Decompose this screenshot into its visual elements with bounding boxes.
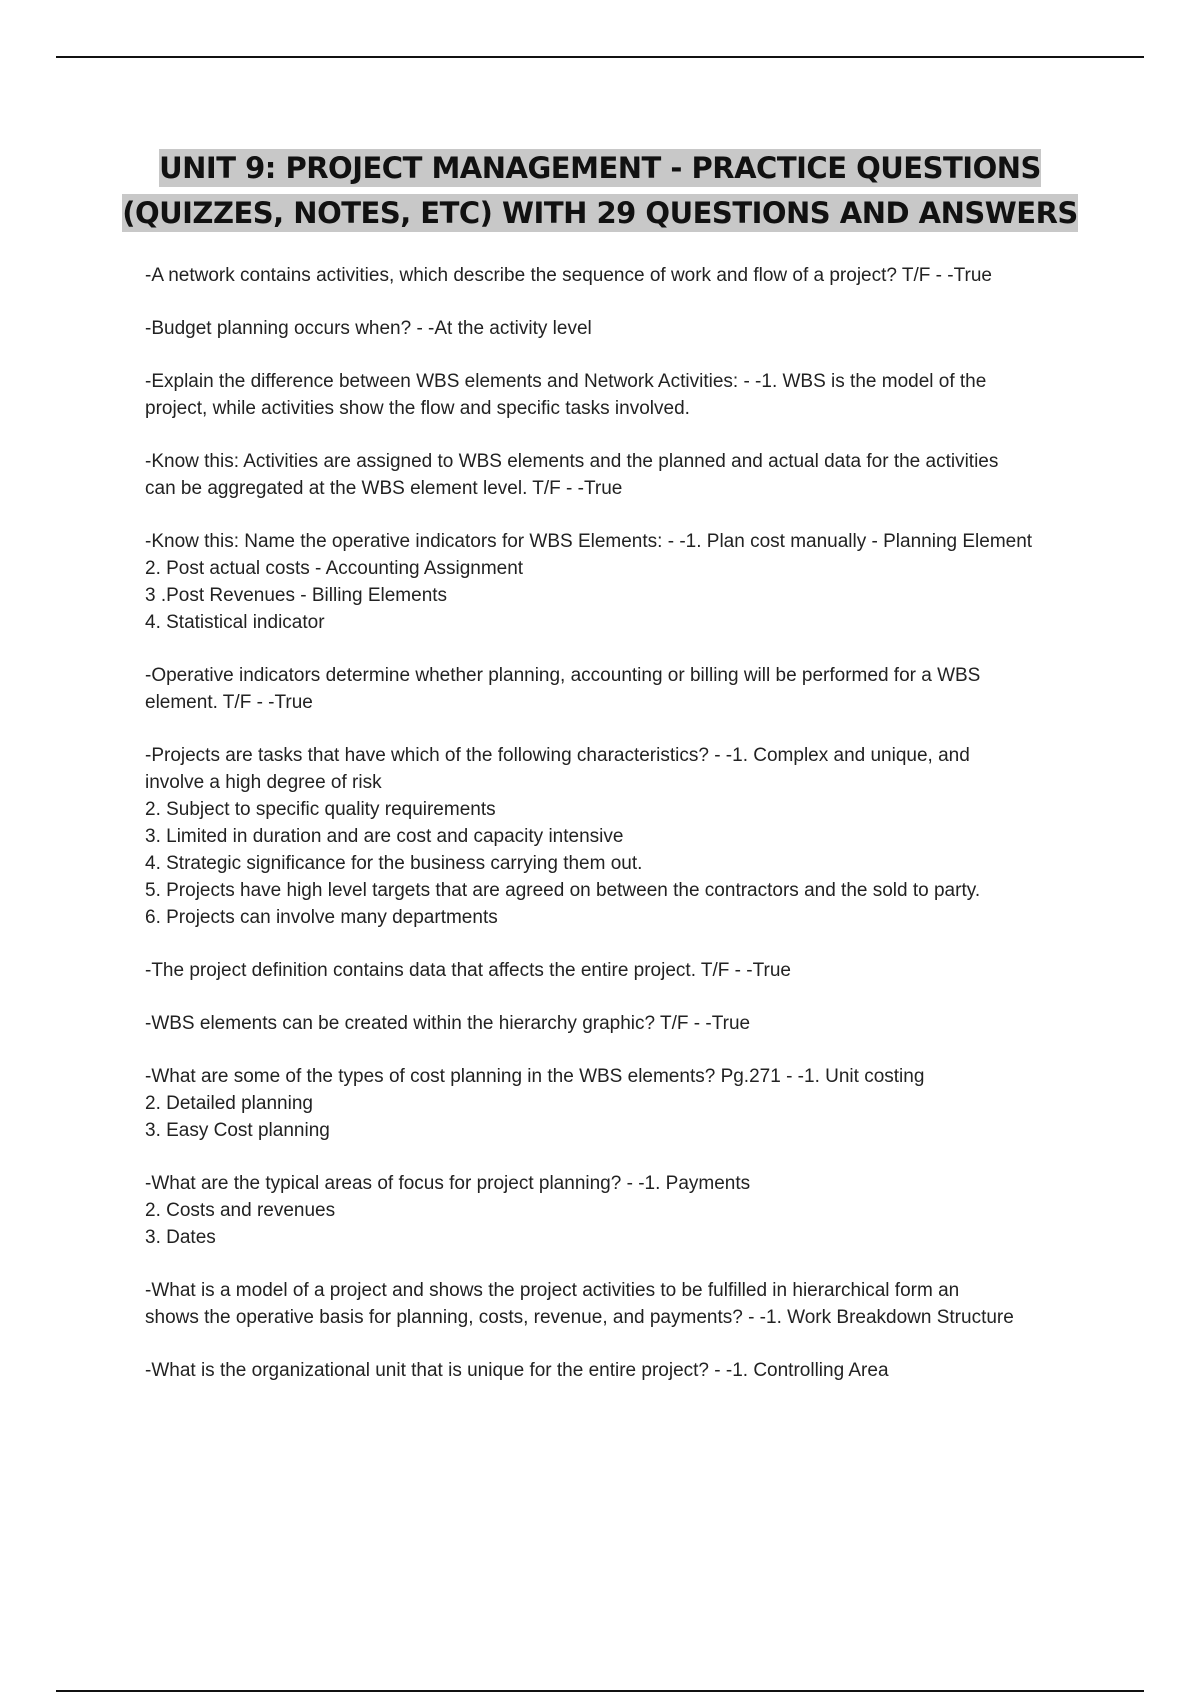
qa-item <box>145 1063 1105 1144</box>
qa-line: 3. Dates <box>145 1227 216 1248</box>
qa-line: element. T/F - -True <box>145 692 313 713</box>
qa-line: -A network contains activities, which describe the sequence of work and flow of a project? T/F - -True <box>145 265 992 286</box>
qa-line: 2. Costs and revenues <box>145 1200 336 1221</box>
qa-line: -WBS elements can be created within the hierarchy graphic? T/F - -True <box>145 1013 751 1034</box>
qa-line: 4. Strategic significance for the business carrying them out. <box>145 853 643 874</box>
qa-line: -Budget planning occurs when? - -At the activity level <box>145 318 592 339</box>
qa-item <box>145 662 1105 716</box>
qa-item <box>145 1170 1105 1251</box>
qa-line: -Projects are tasks that have which of the following characteristics? - -1. Complex and unique, and <box>145 745 970 766</box>
qa-item <box>145 1277 1105 1331</box>
title-line-1: UNIT 9: PROJECT MANAGEMENT - PRACTICE QUESTIONS <box>159 151 1041 185</box>
footer-rule <box>56 1690 1144 1692</box>
qa-line: 2. Subject to specific quality requirements <box>145 799 496 820</box>
qa-line: -The project definition contains data that affects the entire project. T/F - -True <box>145 960 791 981</box>
qa-item <box>145 1357 1105 1384</box>
document-title <box>100 146 1100 236</box>
qa-item <box>145 957 1105 984</box>
qa-line: -What is the organizational unit that is unique for the entire project? - -1. Controlling Area <box>145 1360 889 1381</box>
qa-line: can be aggregated at the WBS element level. T/F - -True <box>145 478 623 499</box>
title-line-2: (QUIZZES, NOTES, ETC) WITH 29 QUESTIONS AND ANSWERS <box>122 196 1078 230</box>
qa-line: 3 .Post Revenues - Billing Elements <box>145 585 448 606</box>
qa-item <box>145 742 1105 931</box>
qa-line: 6. Projects can involve many departments <box>145 907 498 928</box>
qa-line: -Explain the difference between WBS elements and Network Activities: - -1. WBS is the model of the <box>145 371 987 392</box>
question-list <box>145 262 1105 1410</box>
qa-line: -Operative indicators determine whether planning, accounting or billing will be performed for a WBS <box>145 665 981 686</box>
qa-item <box>145 368 1105 422</box>
qa-item <box>145 448 1105 502</box>
header-rule <box>56 56 1144 58</box>
qa-line: -Know this: Activities are assigned to WBS elements and the planned and actual data for the activities <box>145 451 999 472</box>
qa-line: 3. Easy Cost planning <box>145 1120 330 1141</box>
qa-item <box>145 262 1105 289</box>
qa-line: -What are some of the types of cost planning in the WBS elements? Pg.271 - -1. Unit costing <box>145 1066 925 1087</box>
qa-line: shows the operative basis for planning, costs, revenue, and payments? - -1. Work Breakdown Structure <box>145 1307 1014 1328</box>
qa-item <box>145 315 1105 342</box>
qa-line: project, while activities show the flow and specific tasks involved. <box>145 398 690 419</box>
qa-line: 5. Projects have high level targets that are agreed on between the contractors and the sold to party. <box>145 880 981 901</box>
qa-item <box>145 1010 1105 1037</box>
qa-line: involve a high degree of risk <box>145 772 382 793</box>
qa-line: -What are the typical areas of focus for project planning? - -1. Payments <box>145 1173 751 1194</box>
qa-line: 2. Post actual costs - Accounting Assignment <box>145 558 524 579</box>
qa-line: -Know this: Name the operative indicators for WBS Elements: - -1. Plan cost manually - Planning Element <box>145 531 1033 552</box>
qa-line: -What is a model of a project and shows the project activities to be fulfilled in hierarchical form an <box>145 1280 960 1301</box>
qa-item <box>145 528 1105 636</box>
qa-line: 4. Statistical indicator <box>145 612 325 633</box>
qa-line: 3. Limited in duration and are cost and capacity intensive <box>145 826 624 847</box>
qa-line: 2. Detailed planning <box>145 1093 313 1114</box>
